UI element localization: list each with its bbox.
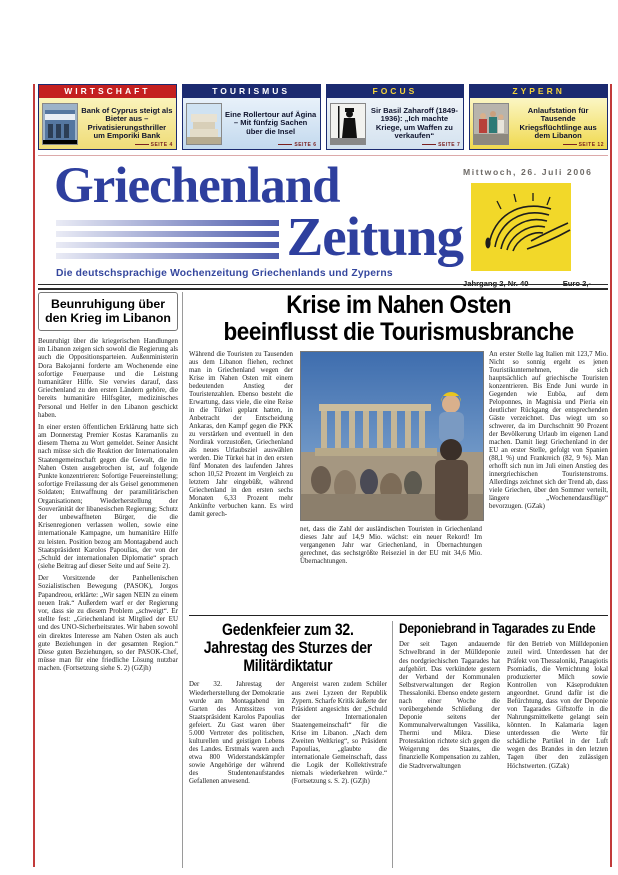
article-paragraph: Der seit Tagen andauernde Schwelbrand in der Mülldeponie des nordgriechischen Tagarades hat aufgehört. Das verkündete gestern der Verband der Kommunalen Selbstverwaltungen der Region Thessaloniki. Ebenso endete gestern nach einer Woche die vorübergehende Schließung der Deponie seitens der Kommunalverwaltungen Vassilika, Thermi und Mikra. Diese Protestaktion richtete sich gegen die Weigerung des Staates, die finanzielle Kompensation zu zahlen, die Stadtverwaltungen — [399, 641, 500, 770]
issue-number: Jahrgang 2, Nr. 40 — [463, 279, 529, 288]
teaser-page-ref: SEITE 6 — [278, 142, 316, 148]
teaser-page-ref: SEITE 7 — [422, 142, 460, 148]
teaser-zypern — [469, 84, 608, 150]
article-paragraph: Angereist waren zudem Schüler aus zwei Lyzeen der Republik Zypern. Scharfe Kritik äußerte der Präsident angesichts der „Schuld der Internationalen Staatengemeinschaft“ für die Krise im Libanon. „Nach dem Zweiten Weltkrieg“, so Präsident Papoulias, „glaubte die internationale Gemeinschaft, dass die Logik der Kollektivstrafe niemals wiederkehren würde.“ (Fortsetzung s. S. 2). (GZjh) — [291, 681, 387, 786]
article-title: Deponiebrand in Tagarades zu Ende — [399, 621, 596, 636]
teaser-focus — [326, 84, 465, 150]
aegina-ruins-photo — [186, 103, 222, 145]
bottom-articles — [189, 621, 608, 868]
masthead — [38, 158, 608, 288]
lead-story — [189, 351, 608, 609]
right-red-rule — [610, 84, 612, 867]
article-paragraph: Der Vorsitzende der Panhellenischen Sozialistischen Bewegung (PASOK), Jorgos Papandreou, erklärte: „Wir sagen NEIN zu einem neuen Irak.“ Außerdem warf er der Regierung vor, dass sie zu diesem Problem „schweigt“. Er stellte fest: „Griechenland ist Mitglied der EU und des UNO-Sicherheitsrates. Wir haben sowohl ein direktes Interesse am Nahen Osten als auch gute Beziehungen in der gesamten Region.“ Diese guten Beziehungen, so der PASOK-Chef, müsse man für eine friedliche Lösung nutzbar machen. (Fortsetzung siehe S. 2) (GZjh) — [38, 574, 178, 673]
article-deponiebrand — [393, 621, 608, 868]
lead-story-column — [189, 351, 293, 609]
article-title: Gedenkfeier zum 32. Jahrestag des Sturzes der Militärdiktatur — [203, 621, 373, 676]
teaser-text: Bank of Cyprus steigt als Bieter aus – Privatisierungsthriller um Emporiki Bank — [81, 105, 173, 140]
teaser-strip — [38, 84, 608, 150]
zaharoff-silhouette-photo — [330, 103, 366, 145]
newspaper-logo — [471, 183, 571, 271]
article-paragraph: An erster Stelle lag Italien mit 123,7 Mio. Nicht so sonnig ergeht es jenen Touristikunternehmen, die sich hauptsächlich auf griechische Touristen konzentrieren. Bis Ende Juni wurde in Gegenden wie Euböa, auf dem Peloponnes, in Magnisia und Pieria ein deutlicher Rückgang der entsprechenden Gäste verzeichnet. Das wiegt um so schwerer, da im Durchschnitt 90 Prozent der Bevölkerung Urlaub im eigenen Land machen. Damit liegt Griechenland in der EU an erster Stelle, gefolgt von Spanien (88,1 %) und Frankreich (82, 9 %). Man erhofft sich nun im Juli einen Anstieg des innergriechischen Touristenstroms. Allerdings zeichnet sich der Trend ab, dass viele Griechen, über den Sommer verteilt, längere „Wochenendausflüge“ bevorzugen. (GZak) — [489, 351, 608, 510]
article-paragraph: Der 32. Jahrestag der Wiederherstellung der Demokratie wurde am Montagabend im Garten des Amtssitzes von Staatspräsident Karolos Papoulias gefeiert. Zu Gast waren über 5.000 Vertreter des politischen, kulturellen und geistigen Lebens des Landes. Erstmals waren auch etwa 800 Widerstandskämpfer sowie Angehörige der während des Studentenaufstandes Gefallenen anwesend. — [189, 681, 285, 786]
article-paragraph: net, dass die Zahl der ausländischen Touristen in Griechenland dieses Jahr auf 14,9 Mio. wächst: ein neuer Rekord! Im vergangenen Jahr war Griechenland, in Übernachtungen gerechnet, das sechstgrößte Reiseziel in der EU mit 34,6 Mio. Übernachtungen. — [300, 526, 482, 565]
left-red-rule — [33, 84, 35, 867]
masthead-stripes — [56, 220, 279, 259]
newspaper-title-line1: Griechenland — [54, 158, 340, 214]
masthead-info-panel — [463, 163, 608, 288]
article-gedenkfeier — [189, 621, 392, 868]
teaser-text: Anlaufstation für Tausende Kriegsflüchtlinge aus dem Libanon — [519, 105, 597, 140]
sidebar-title-box — [38, 292, 178, 331]
teaser-text: Eine Rollertour auf Ägina – Mit fünfzig Sachen über die Insel — [225, 109, 317, 136]
issue-price: Euro 2,- — [562, 279, 591, 288]
article-paragraph: für den Betrieb von Mülldeponien zuteil wird. Unterdessen hat der Präfekt von Thessaloniki, Panagiotis Psomiadis, die Vernichtung lokal produzierter Milch sowie Kontrollen von Käseprodukten angeordnet. Grund dafür ist die Befürchtung, dass von der Deponie von Tagarades Giftstoffe in die Nahrungsmittelkette gelangt sein könnten. In Kalamaria lagen unterdessen die Werte für schädliche Partikel in der Luft wegen des Brandes in den letzten Tagen über den zulässigen Höchstwerten. (GZak) — [507, 641, 608, 770]
acropolis-tourists-photo — [300, 351, 484, 521]
teaser-divider-rule — [38, 155, 608, 156]
teaser-text: Sir Basil Zaharoff (1849-1936): „Ich machte Kriege, um Waffen zu verkaufen“ — [370, 105, 458, 140]
story-divider-rule — [189, 615, 608, 616]
lead-headline: Krise im Nahen Osten beeinflusst die Tourismusbranche — [223, 292, 574, 346]
issue-date: Mittwoch, 26. Juli 2006 — [463, 167, 593, 177]
article-paragraph: In einer ersten öffentlichen Erklärung hatte sich am Donnerstag Premier Kostas Karamanlis zu diesem Thema zu Wort gemeldet. Seiner Ansicht nach müsse sich die Reaktion der Internationalen Staatengemeinschaft gegen die Gewalt, die im Nahen Osten ausgebrochen ist, auf folgende Punkte konzentrieren: Sofortige Feuereinstellung; sofortige Freilassung der als Geisel genommenen Soldaten; Entwaffnung der paramilitärischen Organisationen; Wiederherstellung der Souveränität der libanesischen Regierung; Schutz der unbewaffneten Bürger, die die Krisenregionen verlassen wollen, sowie eine internationale Kampagne, um humanitäre Hilfe zu leisten. Position bezog am Montagabend auch Staatspräsident Karolos Papoulias, der von der „Schuld der internationalen Diplomatie“ sprach (siehe Beitrag auf dieser Seite und auf Seite 2). — [38, 422, 178, 571]
teaser-section-label: FOCUS — [327, 85, 464, 98]
lower-section — [38, 292, 608, 868]
newspaper-title-line2: Zeitung — [286, 205, 463, 267]
teaser-section-label: TOURISMUS — [183, 85, 320, 98]
page-content — [38, 0, 608, 875]
teaser-section-label: WIRTSCHAFT — [39, 85, 176, 98]
teaser-page-ref: SEITE 12 — [563, 142, 604, 148]
bank-building-photo — [42, 103, 78, 145]
sidebar-article-title: Beunruhigung über den Krieg im Libanon — [45, 297, 171, 325]
article-paragraph: Während die Touristen zu Tausenden aus dem Libanon fliehen, rechnet man in Griechenland wegen der Krise im Nahen Osten mit einem bedeutenden Anstieg der Touristenzahlen. Ebenso besteht die Erwartung, dass viele, die eine Reise in die Türkei geplant hatten, in Anbetracht der Entscheidung Ankaras, den Kampf gegen die PKK zu verstärken und eventuell in den Nordirak vorzustoßen, Griechenland als neues Urlaubsziel auswählen werden. Die Türkei hat in den ersten fünf Monaten des laufenden Jahres schon 10,52 Prozent im Vergleich zu letztem Jahr eingebüßt, während Griechenland in den ersten sechs Monaten 6,33 Prozent mehr Ankünfte verbuchen kann. Es wird damit gerech- — [189, 351, 293, 518]
teaser-page-ref: SEITE 4 — [135, 142, 173, 148]
article-paragraph: Beunruhigt über die kriegerischen Handlungen im Libanon zeigen sich sowohl die Regierung als auch die Oppositionsparteien. Außenministerin Dora Bakojanni forderte am Wochenende eine sofortige Feuerpause und die Leistung humanitärer Hilfe. Sie verwies darauf, dass Griechenland zu den ersten Ländern gehöre, die bereits humanitäre Hilfsgüter, medizinisches Personal und Helfer in den Libanon geschickt haben. — [38, 337, 178, 419]
refugees-photo — [473, 103, 509, 145]
newspaper-subtitle: Die deutschsprachige Wochenzeitung Griechenlands und Zyperns — [56, 268, 393, 280]
sidebar-article — [38, 292, 182, 868]
lead-story-column — [489, 351, 608, 609]
teaser-section-label: ZYPERN — [470, 85, 607, 98]
masthead-bottom-rule — [38, 284, 608, 290]
teaser-wirtschaft — [38, 84, 177, 150]
teaser-tourismus — [182, 84, 321, 150]
